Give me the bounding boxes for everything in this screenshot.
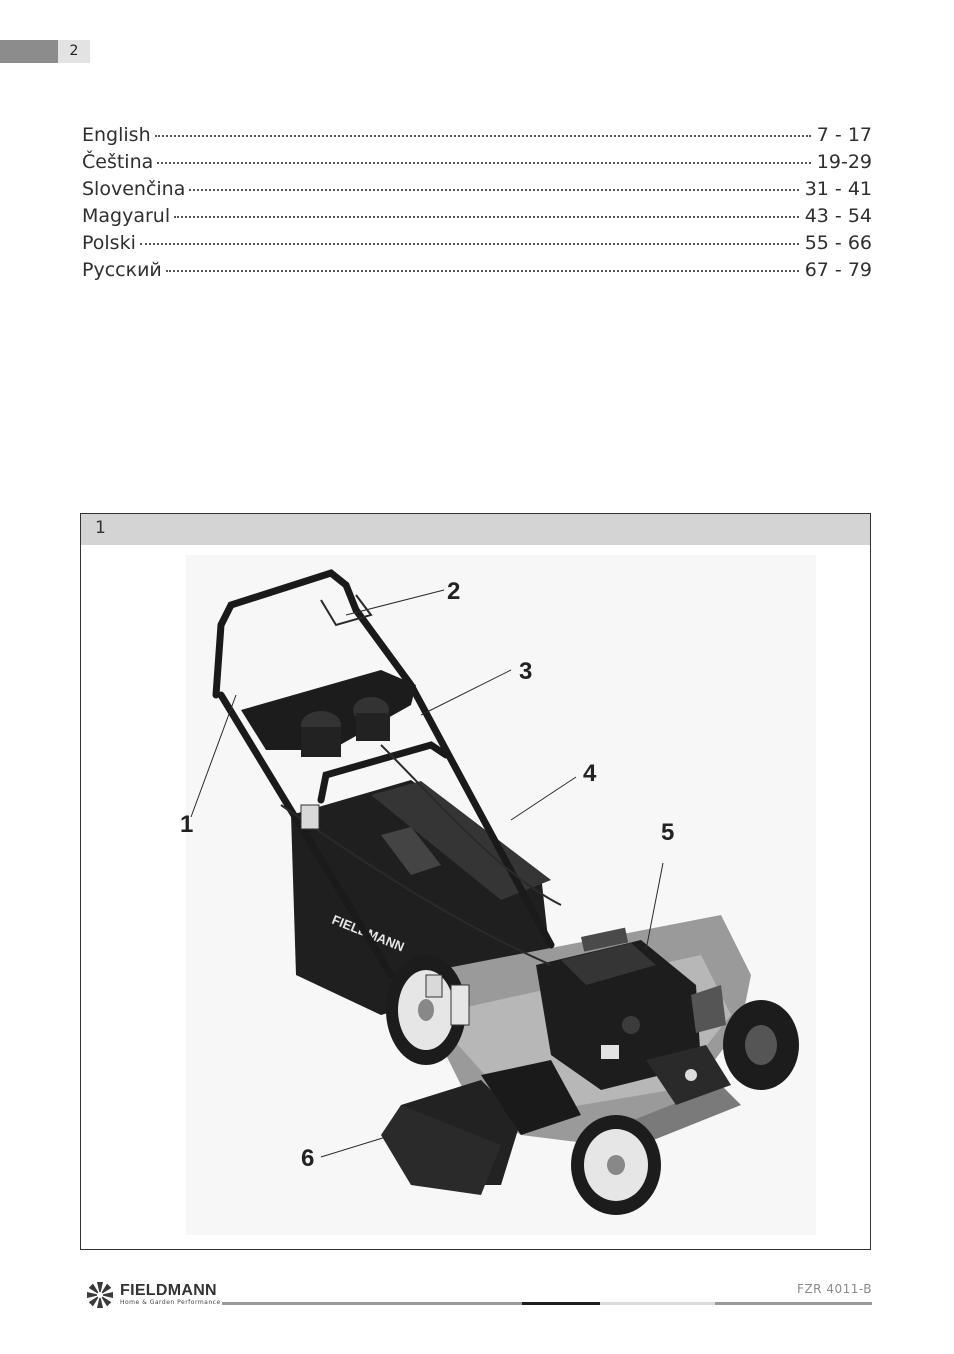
callout-1: 1	[180, 811, 194, 838]
toc-pages: 43 - 54	[804, 205, 872, 227]
callout-2: 2	[447, 578, 461, 605]
toc-entry-cestina[interactable]	[82, 151, 872, 178]
toc-pages: 55 - 66	[804, 232, 872, 254]
toc-language: Polski	[82, 232, 136, 254]
toc-entry-english[interactable]	[82, 124, 872, 151]
callout-4: 4	[583, 760, 597, 787]
callout-6: 6	[301, 1145, 315, 1172]
footer-rule-dark	[522, 1302, 600, 1305]
toc-leader-dots	[155, 135, 811, 137]
fieldmann-logo-icon	[82, 1280, 118, 1310]
toc-language: Русский	[82, 259, 162, 281]
toc-language: Čeština	[82, 151, 154, 173]
toc-leader-dots	[174, 216, 799, 218]
callout-5: 5	[661, 819, 675, 846]
toc-leader-dots	[140, 243, 799, 245]
figure-number: 1	[95, 518, 106, 538]
footer-rule-light	[600, 1302, 715, 1305]
footer-rule-grey-right	[715, 1302, 872, 1305]
callout-3: 3	[519, 658, 533, 685]
toc-entry-magyarul[interactable]	[82, 205, 872, 232]
toc-pages: 19-29	[816, 151, 872, 173]
toc-language: English	[82, 124, 151, 146]
toc-leader-dots	[189, 189, 798, 191]
bag-brand-label: FIELDMANN	[329, 911, 407, 955]
page-number: 2	[58, 40, 90, 63]
model-code: FZR 4011-B	[797, 1282, 872, 1296]
toc-pages: 31 - 41	[804, 178, 872, 200]
figure-1-box	[80, 513, 871, 1250]
toc-leader-dots	[157, 162, 811, 164]
figure-header	[81, 514, 870, 545]
footer-rule-grey-left	[222, 1302, 522, 1305]
toc-language: Slovenčina	[82, 178, 186, 200]
toc-pages: 7 - 17	[816, 124, 872, 146]
page-tab-marker	[0, 40, 58, 63]
toc-leader-dots	[166, 270, 799, 272]
toc-entry-polski[interactable]	[82, 232, 872, 259]
toc-pages: 67 - 79	[804, 259, 872, 281]
lawn-mower-illustration	[81, 545, 870, 1249]
toc-language: Magyarul	[82, 205, 171, 227]
front-right-wheel	[723, 1000, 799, 1090]
front-left-wheel	[571, 1115, 661, 1215]
footer-brand: FIELDMANN	[120, 1282, 217, 1299]
table-of-contents	[82, 124, 872, 286]
toc-entry-russian[interactable]	[82, 259, 872, 286]
footer-tagline: Home & Garden Performance	[120, 1299, 221, 1306]
toc-entry-slovencina[interactable]	[82, 178, 872, 205]
